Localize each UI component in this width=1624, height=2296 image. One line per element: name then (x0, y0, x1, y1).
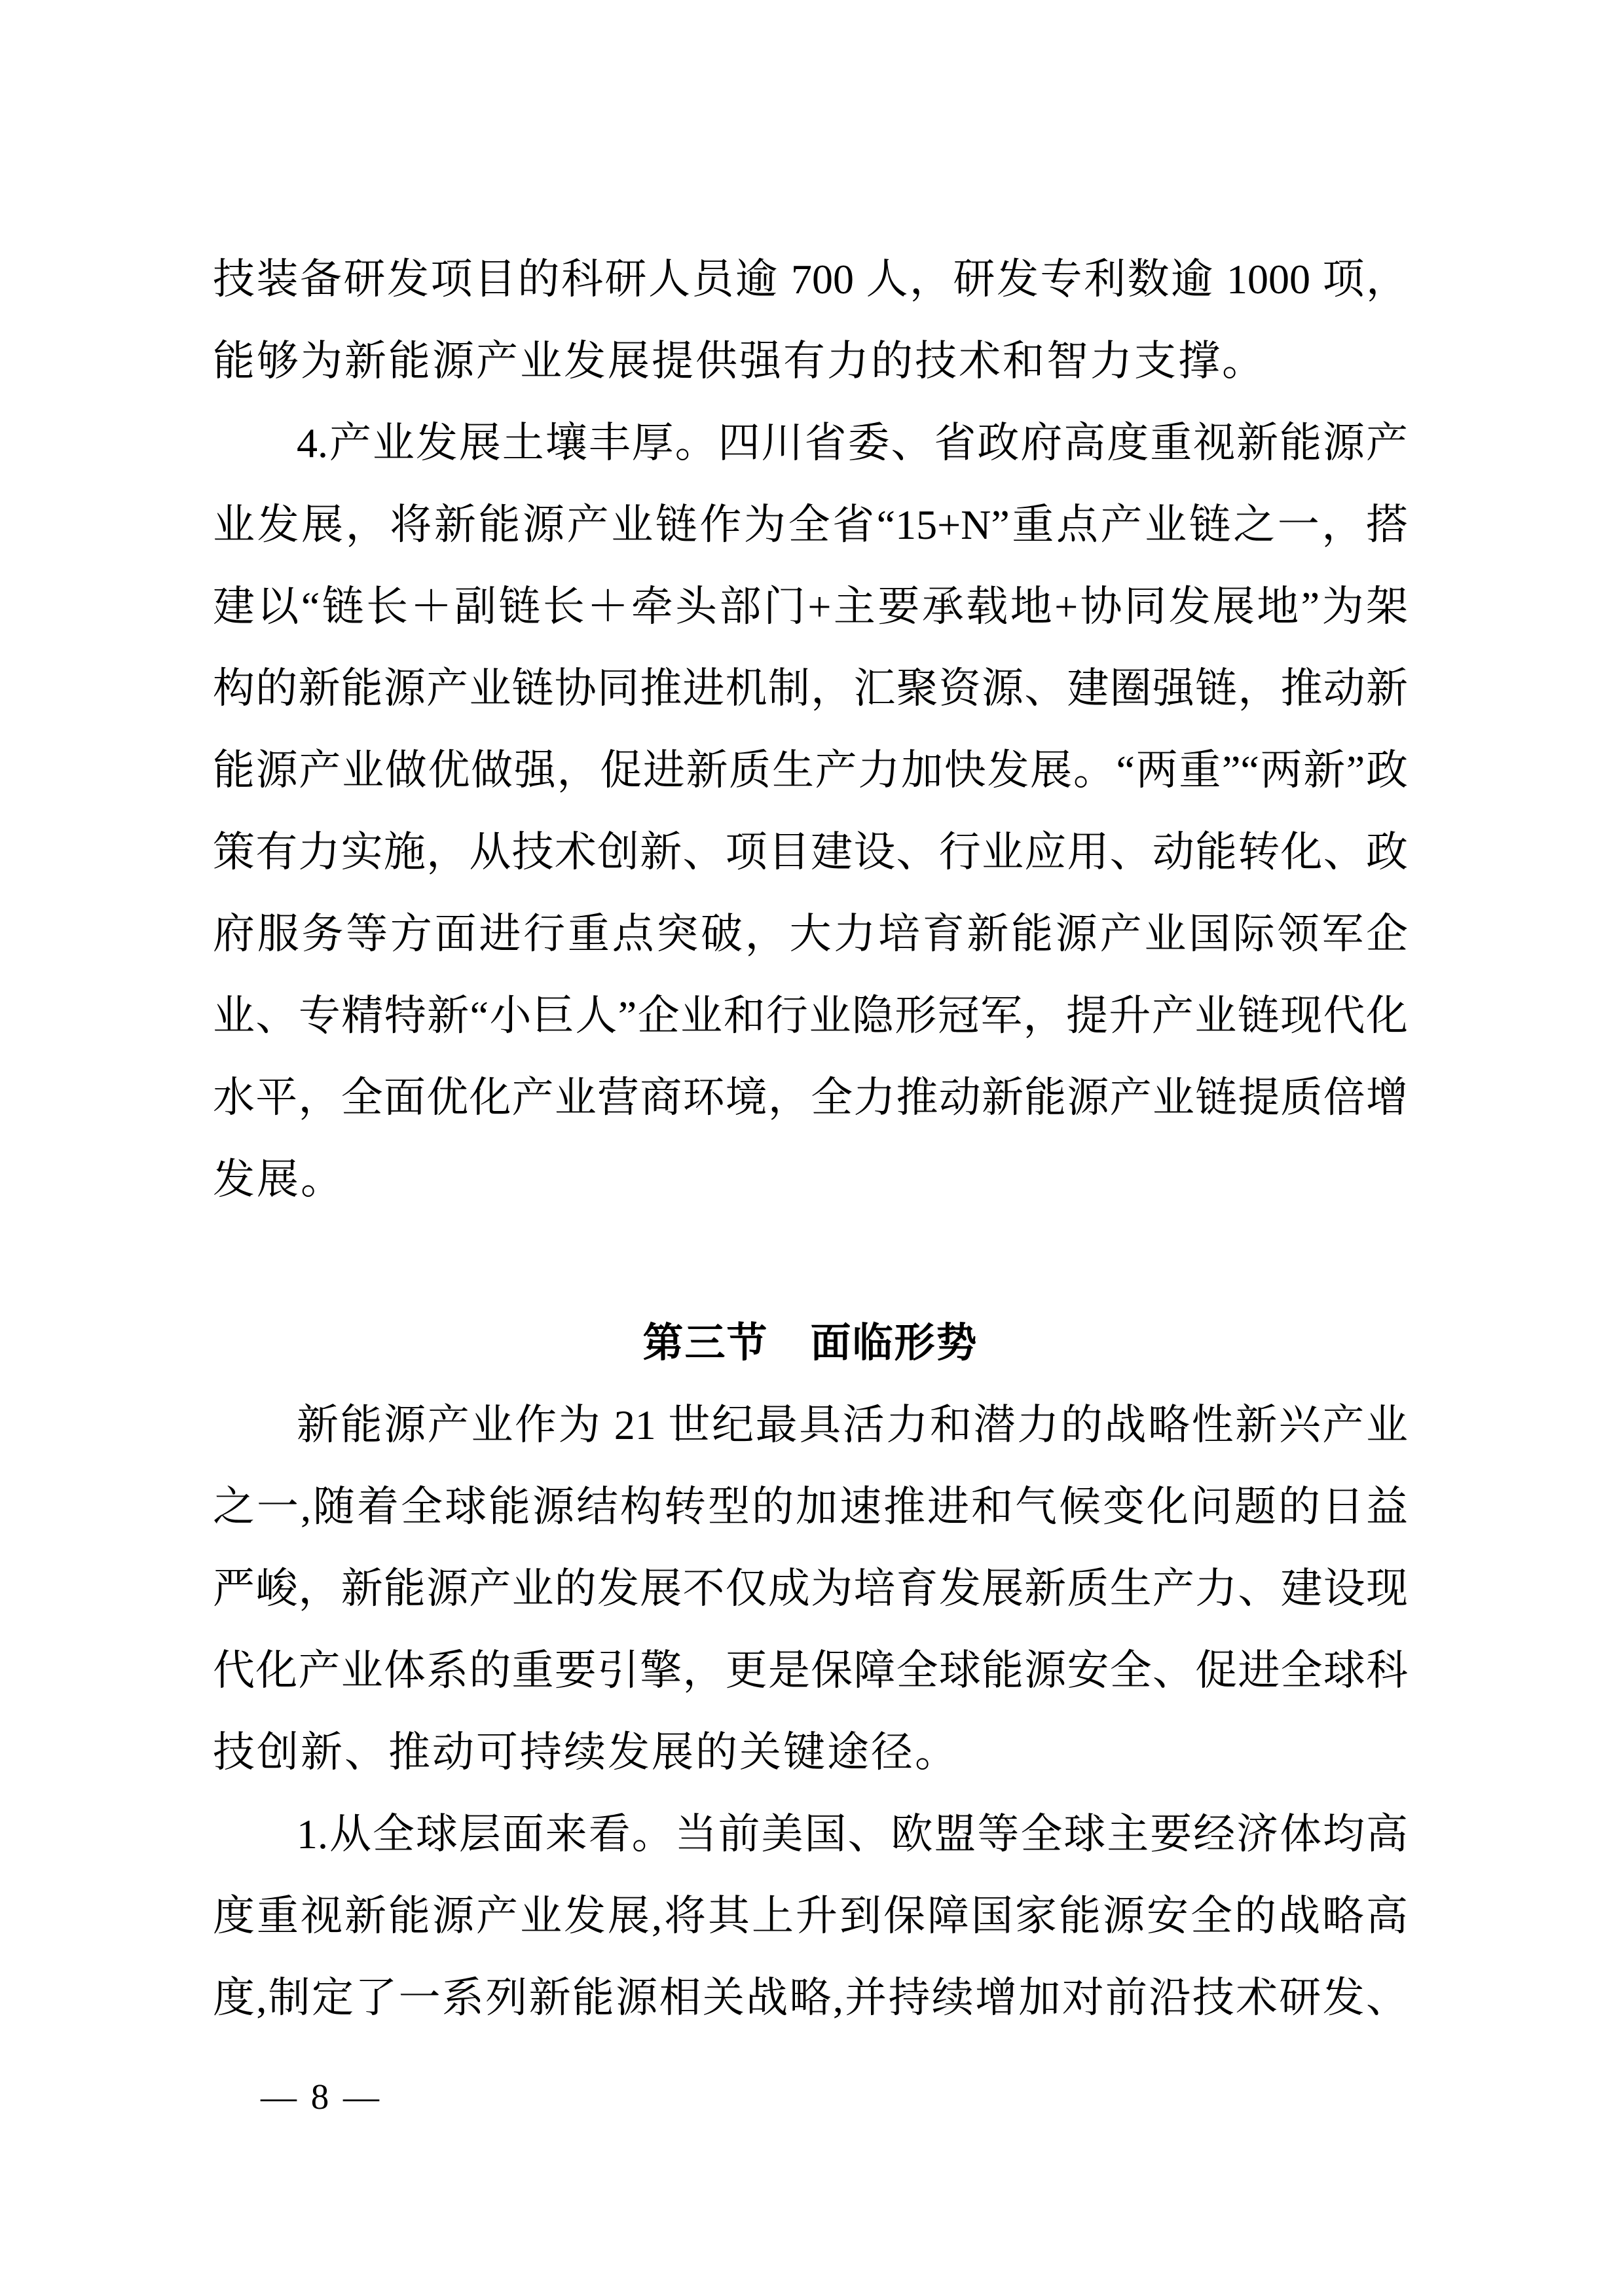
text-line: 4.产业发展土壤丰厚。四川省委、省政府高度重视新能源产 (297, 420, 1408, 466)
text-line: 构的新能源产业链协同推进机制，汇聚资源、建圈强链，推动新 (213, 665, 1408, 712)
text-line: 水平，全面优化产业营商环境，全力推动新能源产业链提质倍增 (213, 1074, 1408, 1121)
text-line: 技创新、推动可持续发展的关键途径。 (213, 1729, 959, 1776)
document-body (213, 238, 1408, 2039)
blank-line (213, 1220, 1408, 1302)
text-line: 发展。 (213, 1156, 344, 1203)
text-line: 严峻，新能源产业的发展不仅成为培育发展新质生产力、建设现 (213, 1565, 1408, 1612)
text-line: 1.从全球层面来看。当前美国、欧盟等全球主要经济体均高 (297, 1811, 1408, 1857)
text-line: 建以“链长＋副链长＋牵头部门+主要承载地+协同发展地”为架 (213, 583, 1408, 630)
text-line: 度重视新能源产业发展,将其上升到保障国家能源安全的战略高 (213, 1893, 1408, 1939)
text-line: 代化产业体系的重要引擎，更是保障全球能源安全、促进全球科 (213, 1647, 1408, 1694)
text-line: 业、专精特新“小巨人”企业和行业隐形冠军，提升产业链现代化 (213, 993, 1408, 1039)
text-line: 新能源产业作为 21 世纪最具活力和潜力的战略性新兴产业 (297, 1402, 1408, 1448)
text-line: 能源产业做优做强，促进新质生产力加快发展。“两重”“两新”政 (213, 747, 1408, 793)
text-line: 度,制定了一系列新能源相关战略,并持续增加对前沿技术研发、 (213, 1975, 1408, 2021)
text-line: 能够为新能源产业发展提供强有力的技术和智力支撑。 (213, 338, 1266, 384)
section-heading: 第三节 面临形势 (642, 1321, 978, 1366)
text-line: 策有力实施，从技术创新、项目建设、行业应用、动能转化、政 (213, 829, 1408, 875)
text-line: 技装备研发项目的科研人员逾 700 人，研发专利数逾 1000 项， (213, 256, 1408, 302)
page-number: — 8 — (261, 2077, 382, 2117)
text-line: 府服务等方面进行重点突破，大力培育新能源产业国际领军企 (213, 911, 1408, 957)
text-line: 业发展，将新能源产业链作为全省“15+N”重点产业链之一，搭 (213, 501, 1408, 548)
text-line: 之一,随着全球能源结构转型的加速推进和气候变化问题的日益 (213, 1484, 1408, 1530)
